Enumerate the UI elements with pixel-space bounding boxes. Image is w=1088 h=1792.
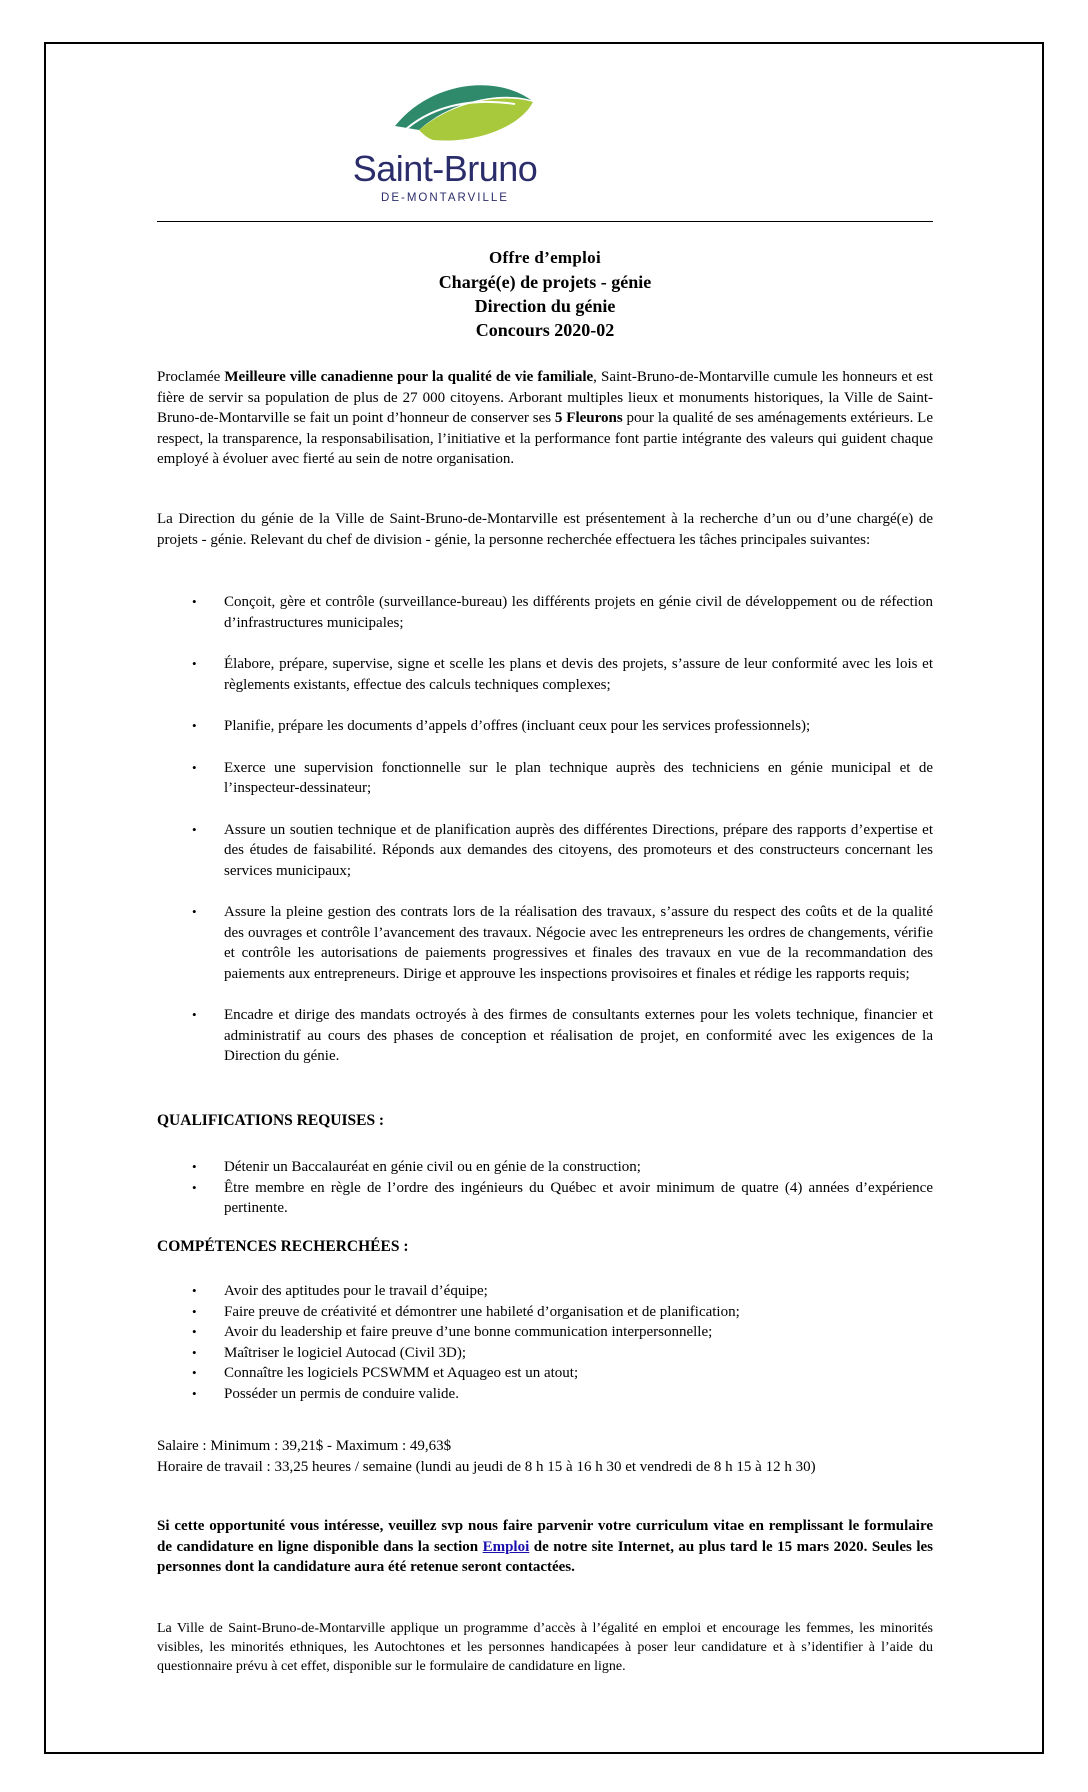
bullet-icon: • bbox=[192, 1385, 197, 1401]
direction-paragraph: La Direction du génie de la Ville de Saint-Bruno-de-Montarville est présentement à la recherche d’un ou d’une chargé(e) de projets - génie. Relevant du chef de division - génie, la personne recherchée effectuera les tâches principales suivantes: bbox=[157, 511, 933, 548]
list-item-text: Assure la pleine gestion des contrats lors de la réalisation des travaux, s’assure du respect des coûts et de la qualité des ouvrages et contrôle l’avancement des travaux. Négocie avec les entrepreneurs les ordres de changements, vérifie et contrôle les autorisations de paiements progressives et finales des travaux en vue de la recommandation des paiements aux entrepreneurs. Dirige et approuve les inspections provisoires et finales et rédige les rapports requis; bbox=[224, 904, 933, 982]
position-title: Chargé(e) de projets - génie bbox=[438, 272, 652, 292]
bullet-icon: • bbox=[192, 1324, 197, 1339]
salary-block bbox=[157, 1436, 933, 1477]
bullet-icon: • bbox=[192, 594, 197, 609]
bullet-icon: • bbox=[192, 1303, 197, 1319]
salary-line: Salaire : Minimum : 39,21$ - Maximum : 49,63$ bbox=[157, 1438, 452, 1454]
list-item-text: Assure un soutien technique et de planification auprès des différentes Directions, prépare des rapports d’expertise et des études de faisabilité. Réponds aux demandes des citoyens, des promoteurs et des constructeurs concernant les services municipaux; bbox=[224, 821, 933, 879]
qualifications-list bbox=[157, 1157, 933, 1219]
schedule-line: Horaire de travail : 33,25 heures / semaine (lundi au jeudi de 8 h 15 à 16 h 30 et vendredi de 8 h 15 à 12 h 30) bbox=[157, 1458, 816, 1475]
bullet-icon: • bbox=[192, 904, 197, 919]
equality-paragraph: La Ville de Saint-Bruno-de-Montarville applique un programme d’accès à l’égalité en emploi et encourage les femmes, les minorités visibles, les minorités ethniques, les Autochtones et les personnes handicapées à poser leur candidature et à s’identifier à l’aide du questionnaire prévu à cet effet, disponible sur le formulaire de candidature en ligne. bbox=[157, 1621, 933, 1674]
list-item bbox=[157, 1178, 933, 1219]
leaf-logo-icon bbox=[335, 64, 555, 154]
bullet-icon: • bbox=[192, 1159, 197, 1174]
saint-bruno-logo bbox=[335, 64, 555, 204]
list-item bbox=[157, 654, 933, 695]
list-item-text: Avoir des aptitudes pour le travail d’équipe; bbox=[224, 1283, 488, 1299]
bullet-icon: • bbox=[192, 759, 197, 775]
apply-paragraph: Si cette opportunité vous intéresse, veuillez svp nous faire parvenir votre curriculum vitae en remplissant le formulaire de candidature en ligne disponible dans la section Emploi de notre site Internet, au plus tard le 15 mars 2020. Seules les personnes dont la candidature aura été retenue seront contactées. bbox=[157, 1518, 933, 1575]
list-item-text: Connaître les logiciels PCSWMM et Aquageo est un atout; bbox=[224, 1365, 579, 1381]
list-item bbox=[157, 1363, 933, 1384]
list-item-text: Détenir un Baccalauréat en génie civil ou en génie de la construction; bbox=[224, 1159, 641, 1175]
list-item bbox=[157, 1157, 933, 1178]
list-item-text: Conçoit, gère et contrôle (surveillance-bureau) les différents projets en génie civil de développement ou de réfection d’infrastructures municipales; bbox=[224, 594, 933, 631]
list-item bbox=[157, 592, 933, 633]
intro-paragraph: Proclamée Meilleure ville canadienne pour la qualité de vie familiale, Saint-Bruno-de-Montarville cumule les honneurs et est fière de servir sa population de plus de 27 000 citoyens. Arborant multiples lieux et monuments historiques, la Ville de Saint-Bruno-de-Montarville se fait un point d’honneur de conserver ses 5 Fleurons pour la qualité de ses aménagements extérieurs. Le respect, la transparence, la responsabilisation, l’initiative et la performance font partie intégrante des valeurs qui guident chaque employé à évoluer avec fierté au sein de notre organisation. bbox=[157, 369, 933, 467]
bullet-icon: • bbox=[192, 718, 197, 733]
bullet-icon: • bbox=[192, 1344, 197, 1360]
tasks-list bbox=[157, 592, 933, 1067]
list-item-text: Être membre en règle de l’ordre des ingénieurs du Québec et avoir minimum de quatre (4) années d’expérience pertinente. bbox=[224, 1179, 933, 1216]
emploi-link[interactable]: Emploi bbox=[482, 1538, 530, 1555]
competences-heading: COMPÉTENCES RECHERCHÉES : bbox=[157, 1238, 409, 1255]
list-item bbox=[157, 820, 933, 882]
bullet-icon: • bbox=[192, 1365, 197, 1380]
list-item-text: Maîtriser le logiciel Autocad (Civil 3D); bbox=[224, 1344, 467, 1361]
list-item-text: Élabore, prépare, supervise, signe et scelle les plans et devis des projets, s’assure de leur conformité avec les lois et règlements existants, effectue des calculs techniques complexes; bbox=[224, 656, 933, 693]
list-item bbox=[157, 1343, 933, 1364]
bullet-icon: • bbox=[192, 821, 197, 837]
job-title-block bbox=[157, 246, 933, 342]
list-item bbox=[157, 758, 933, 799]
list-item bbox=[157, 1302, 933, 1323]
contest-number: Concours 2020-02 bbox=[475, 320, 615, 340]
header-divider bbox=[157, 221, 933, 222]
bullet-icon: • bbox=[192, 1283, 197, 1298]
list-item-text: Posséder un permis de conduire valide. bbox=[224, 1385, 459, 1402]
list-item-text: Exerce une supervision fonctionnelle sur le plan technique auprès des techniciens en génie municipal et de l’inspecteur-dessinateur; bbox=[224, 759, 933, 796]
bullet-icon: • bbox=[192, 1007, 197, 1022]
list-item-text: Faire preuve de créativité et démontrer une habileté d’organisation et de planification; bbox=[224, 1303, 740, 1320]
logo-subtitle: DE-MONTARVILLE bbox=[381, 192, 509, 204]
offer-label: Offre d’emploi bbox=[488, 248, 601, 267]
qualifications-heading: QUALIFICATIONS REQUISES : bbox=[157, 1112, 385, 1129]
list-item bbox=[157, 1281, 933, 1302]
list-item bbox=[157, 902, 933, 984]
department-title: Direction du génie bbox=[474, 296, 616, 316]
list-item-text: Encadre et dirige des mandats octroyés à des firmes de consultants externes pour les volets technique, financier et administratif au cours des phases de conception et réalisation de projet, en conformité avec les exigences de la Direction du génie. bbox=[224, 1007, 933, 1064]
list-item-text: Planifie, prépare les documents d’appels d’offres (incluant ceux pour les services professionnels); bbox=[224, 718, 811, 734]
bullet-icon: • bbox=[192, 656, 197, 671]
logo-wordmark: Saint-Bruno bbox=[352, 148, 538, 189]
list-item bbox=[157, 1322, 933, 1343]
list-item bbox=[157, 1005, 933, 1067]
list-item bbox=[157, 1384, 933, 1405]
competences-list bbox=[157, 1281, 933, 1404]
list-item-text: Avoir du leadership et faire preuve d’une bonne communication interpersonnelle; bbox=[224, 1324, 713, 1340]
bullet-icon: • bbox=[192, 1179, 197, 1195]
list-item bbox=[157, 716, 933, 737]
